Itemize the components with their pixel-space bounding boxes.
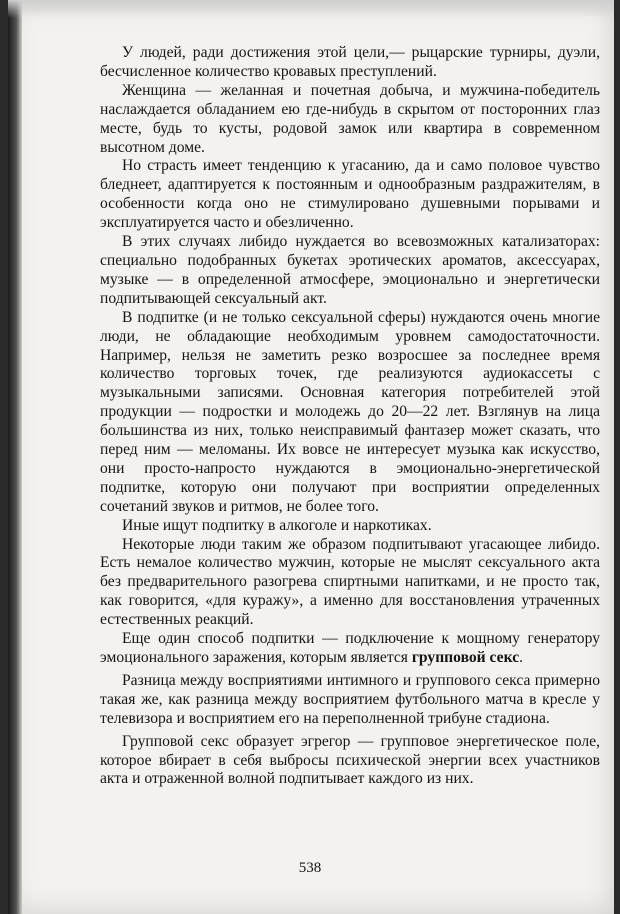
paragraph: У людей, ради достижения этой цели,— рыцарские турниры, дуэли, бесчисленное количество кровавых преступлений. (100, 44, 600, 80)
page-top-shadow (8, 0, 614, 18)
bold-term: групповой секс (411, 649, 520, 666)
page-number: 538 (298, 860, 322, 876)
paragraph: Разница между восприятиями интимного и группового секса примерно такая же, как разница между восприятием футбольного матча в кресле у телевизора и восприятием его на переполненной трибуне стадиона. (100, 671, 600, 727)
paragraph: Иные ищут подпитку в алкоголе и наркотиках. (122, 516, 432, 534)
paragraph: Некоторые люди таким же образом подпитывают угасающее либидо. Есть немалое количество мужчин, которые не мыслят сексуального акта без предварительного разогрева спиртными напитками, и не просто так, как говорится, «для куражу», а именно для восстановления утраченных естественных реакций. (100, 535, 600, 629)
paragraph (100, 630, 600, 668)
paragraph: В подпитке (и не только сексуальной сферы) нуждаются очень многие люди, не обладающие необходимым уровнем самодостаточности. Например, нельзя не заметить резко возросшее за последнее время количество торговых точек, где реализуются аудиокассеты с музыкальными записями. Основная категория потребителей этой продукции — подростки и молодежь до 20—22 лет. Взглянув на лица большинства из них, только неисправимый фантазер может сказать, что перед ним — меломаны. Их вовсе не интересует музыка как искусство, они просто-напросто нуждаются в эмоционально-энергетической подпитке, которую они получают при восприятии определенных сочетаний звуков и ритмов, не более того. (100, 308, 600, 515)
paragraph-end: . (519, 649, 524, 666)
paragraph: Групповой секс образует эгрегор — групповое энергетическое поле, которое вбирает в себя выбросы психической энергии всех участников акта и отраженной волной подпитывает каждого из них. (100, 732, 600, 788)
paragraph-text: Еще один способ подпитки — подключение к мощному генератору эмоционального заражения, которым является (100, 630, 600, 666)
paragraph: В этих случаях либидо нуждается во всевозможных катализаторах: специально подобранных букетах эротических ароматов, аксессуарах, музыке — в определенной атмосфере, эмоционально и энергетически подпитывающей сексуальный акт. (100, 233, 600, 307)
paragraph: Но страсть имеет тенденцию к угасанию, да и само половое чувство бледнеет, адаптируется к постоянным и однообразным раздражителям, в особенности когда оно не стимулировано душевными порывами и эксплуатируется часто и обезличенно. (100, 157, 600, 232)
page-binding-shadow (8, 0, 22, 914)
paragraph: Женщина — желанная и почетная добыча, и мужчина-победитель наслаждается обладанием ею где-нибудь в скрытом от посторонних глаз месте, будь то кусты, родовой замок или квартира в современном высотном доме. (100, 81, 600, 156)
body-text (100, 44, 600, 789)
